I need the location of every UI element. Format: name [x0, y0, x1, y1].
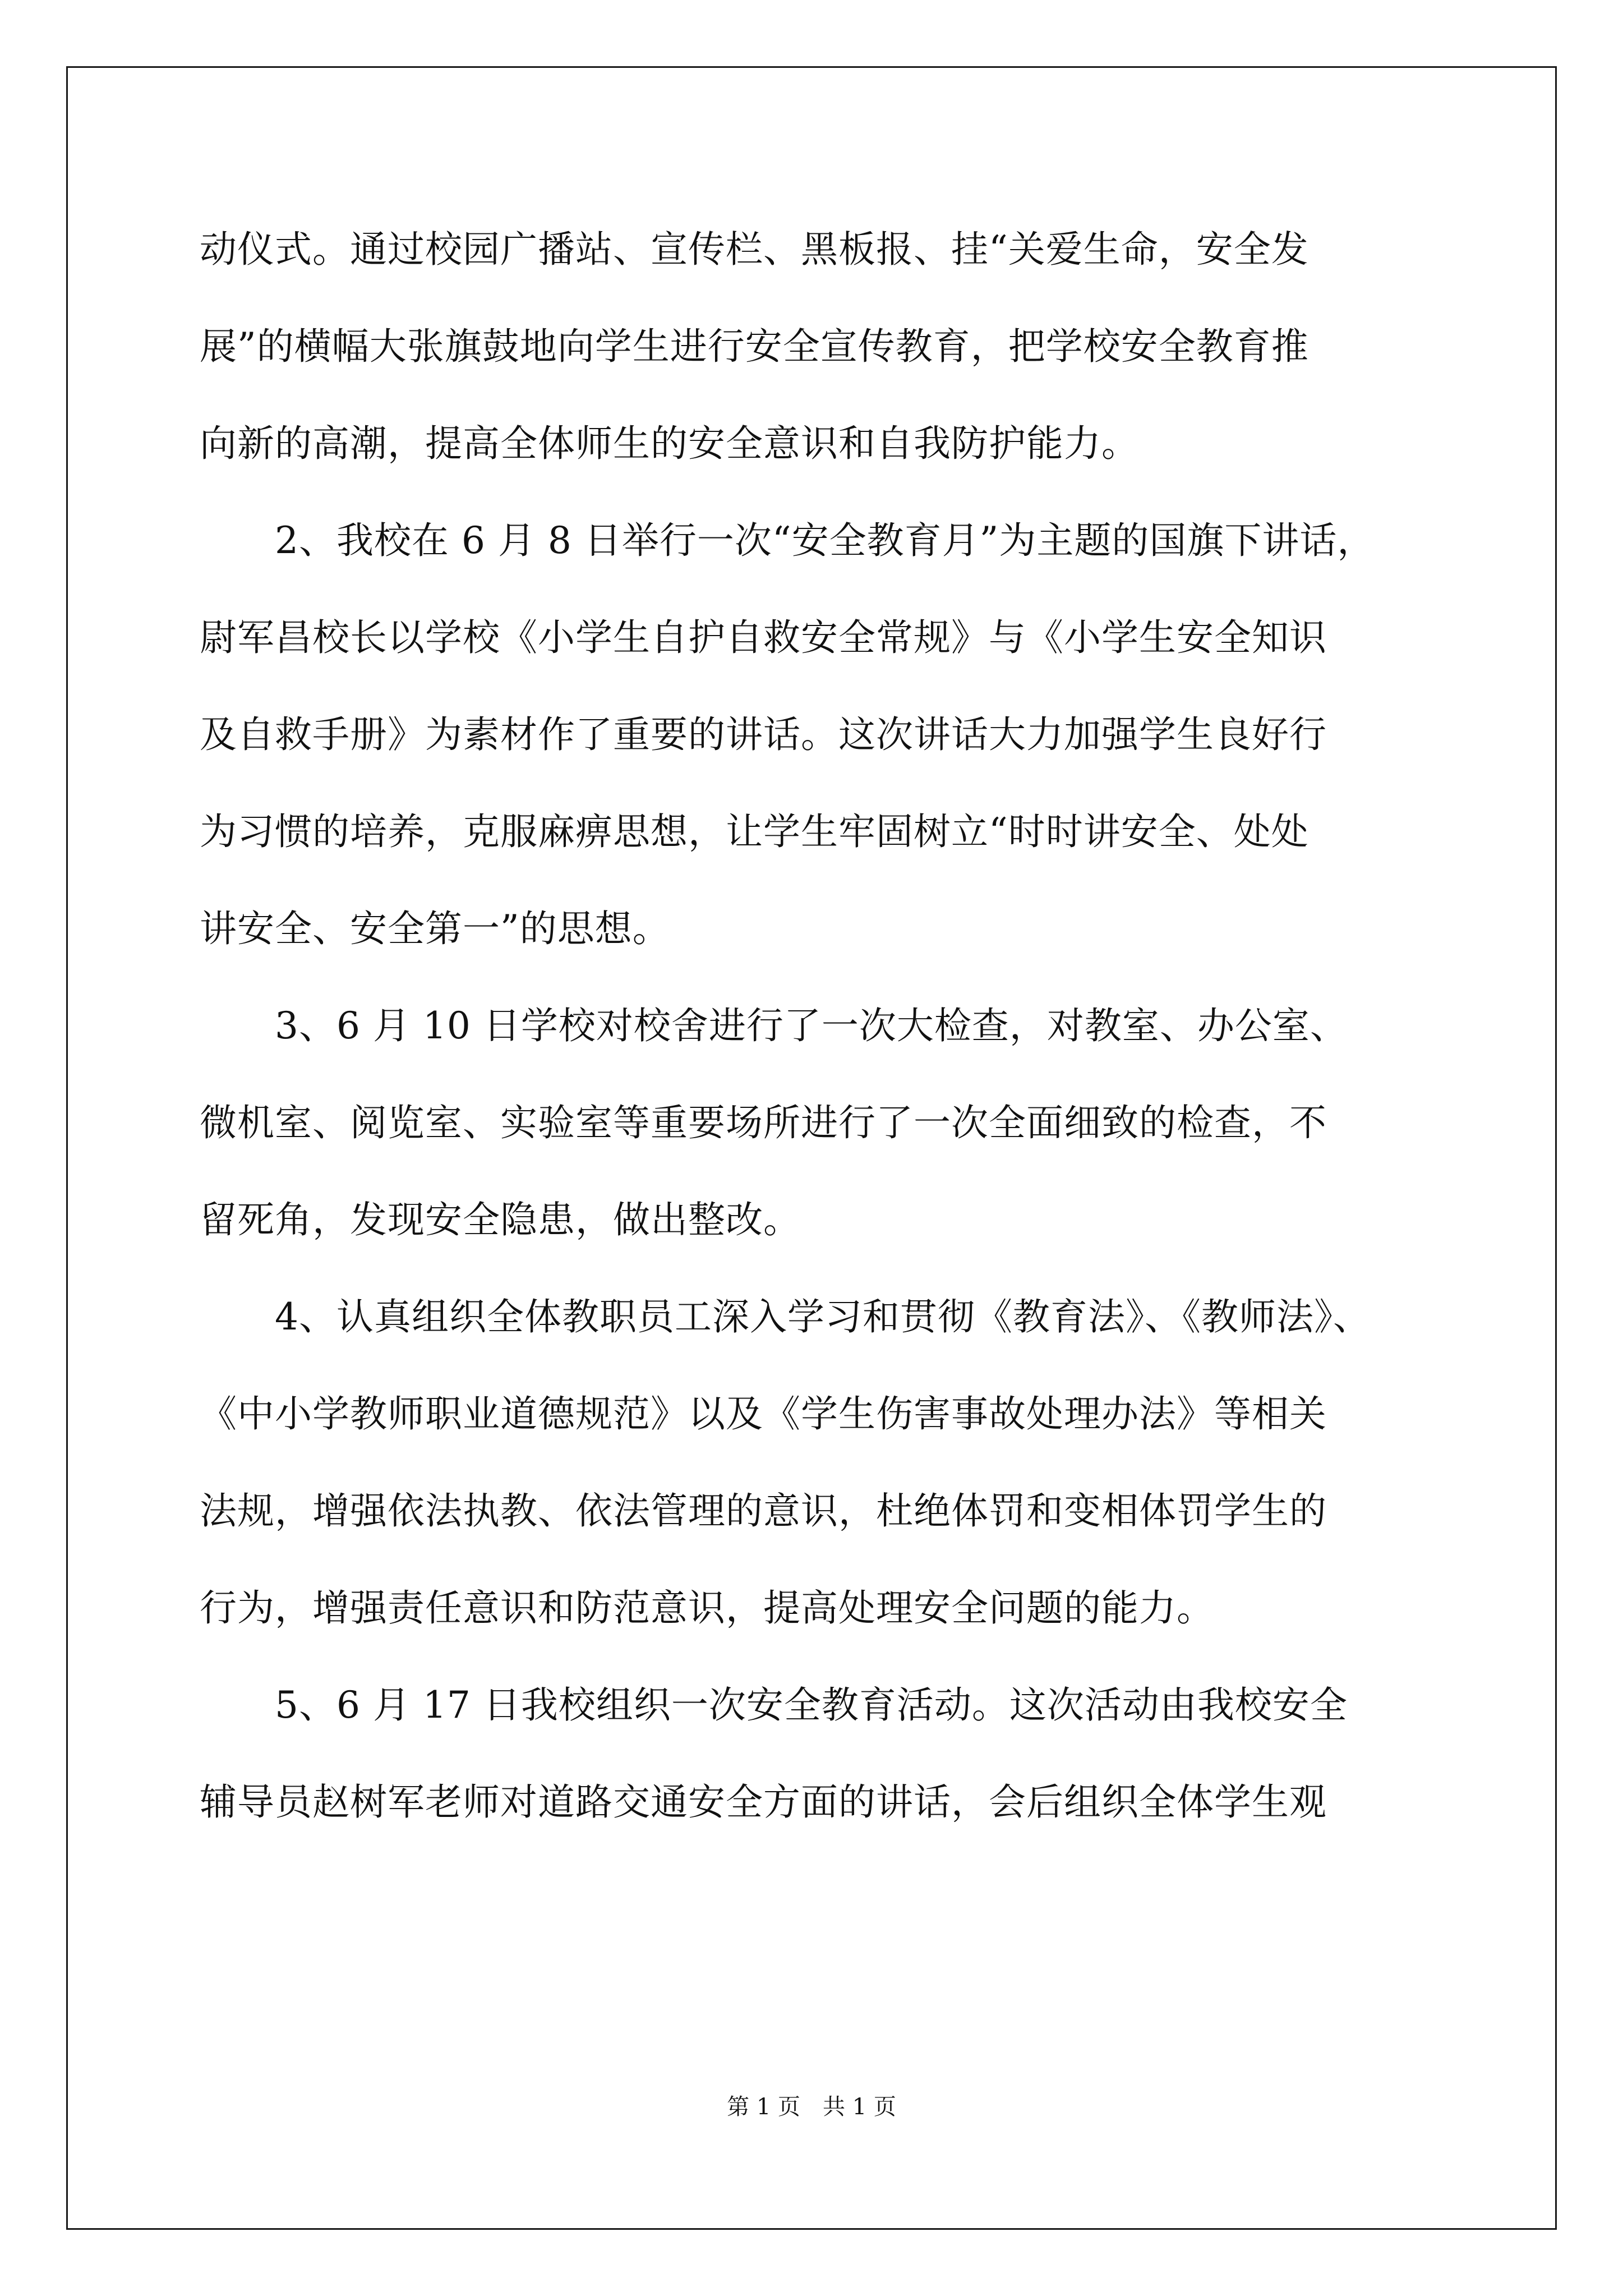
text-line: 及自救手册》为素材作了重要的讲话。这次讲话大力加强学生良好行 — [200, 713, 1327, 756]
text-line: 法规，增强依法执教、依法管理的意识，杜绝体罚和变相体罚学生的 — [200, 1489, 1327, 1533]
text-line: 动仪式。通过校园广播站、宣传栏、黑板报、挂“关爱生命，安全发 — [200, 228, 1309, 271]
paragraph-start-line: 4、认真组织全体教职员工深入学习和贯彻《教育法》、《教师法》、 — [275, 1295, 1371, 1338]
text-line: 尉军昌校长以学校《小学生自护自救安全常规》与《小学生安全知识 — [200, 616, 1327, 659]
text-line: 行为，增强责任意识和防范意识，提高处理安全问题的能力。 — [200, 1586, 1214, 1630]
text-line: 展”的横幅大张旗鼓地向学生进行安全宣传教育，把学校安全教育推 — [200, 325, 1309, 368]
paragraph-start-line: 3、6 月 10 日学校对校舍进行了一次大检查，对教室、办公室、 — [275, 1004, 1348, 1047]
text-line: 微机室、阅览室、实验室等重要场所进行了一次全面细致的检查，不 — [200, 1101, 1327, 1144]
page-footer: 第 1 页 共 1 页 — [727, 2094, 896, 2120]
text-line: 留死角，发现安全隐患，做出整改。 — [200, 1198, 801, 1241]
text-line: 向新的高潮，提高全体师生的安全意识和自我防护能力。 — [200, 422, 1139, 465]
text-line: 讲安全、安全第一”的思想。 — [200, 907, 670, 950]
paragraph-start-line: 2、我校在 6 月 8 日举行一次“安全教育月”为主题的国旗下讲话， — [275, 519, 1375, 562]
paragraph-start-line: 5、6 月 17 日我校组织一次安全教育活动。这次活动由我校安全 — [275, 1683, 1348, 1727]
text-line: 《中小学教师职业道德规范》以及《学生伤害事故处理办法》等相关 — [200, 1392, 1327, 1435]
text-line: 辅导员赵树军老师对道路交通安全方面的讲话，会后组织全体学生观 — [200, 1780, 1327, 1824]
text-line: 为习惯的培养，克服麻痹思想，让学生牢固树立“时时讲安全、处处 — [200, 810, 1309, 853]
